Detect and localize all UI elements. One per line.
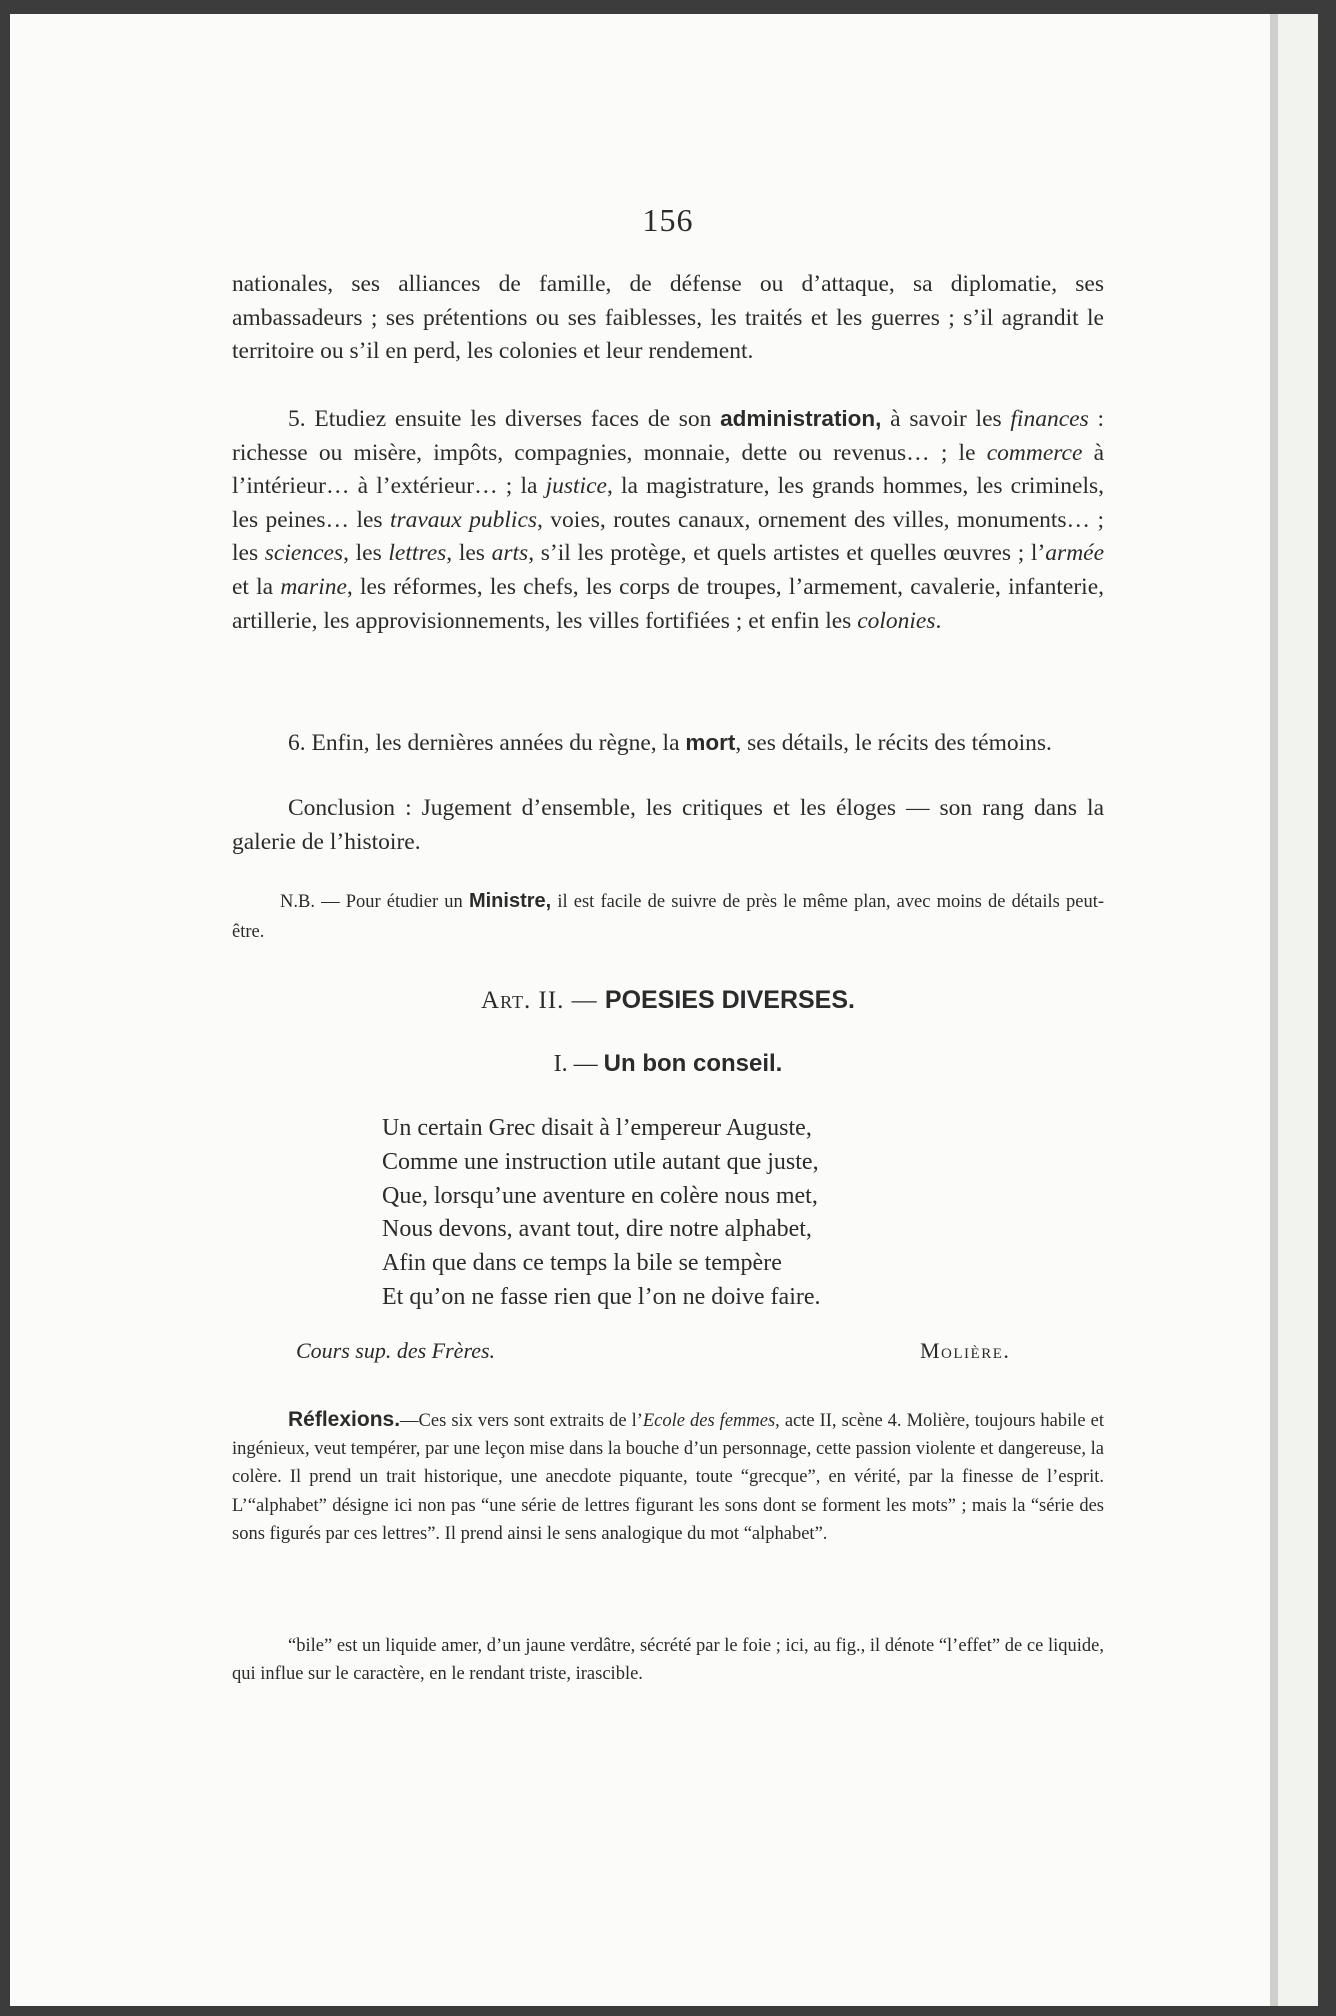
- reflexions-bile-paragraph: “bile” est un liquide amer, d’un jaune verdâtre, sécrété par le foie ; ici, au fig., il dénote “l’effet” de ce liquide, qui influe sur le caractère, en le rendant triste, irascible.: [232, 1636, 1104, 1685]
- paragraph-final-years: 6. Enfin, les dernières années du règne, la mort, ses détails, le récits des témoins.: [288, 730, 1052, 756]
- term-ministre: Ministre,: [468, 890, 552, 912]
- poem-line: Un certain Grec disait à l’empereur Auguste,: [382, 1115, 812, 1141]
- paragraph-diplomacy: nationales, ses alliances de famille, de défense ou d’attaque, sa diplomatie, ses ambassadeurs ; ses prétentions ou ses faiblesses, les traités et les guerres ; s’il agrandit le territoire ou s’il en perd, les colonies et leur rendement.: [232, 271, 1104, 365]
- paragraph-conclusion: Conclusion : Jugement d’ensemble, les critiques et les éloges — son rang dans la galerie de l’histoire.: [232, 795, 1104, 855]
- poem: [382, 1112, 1082, 1315]
- poem-line: Nous devons, avant tout, dire notre alphabet,: [382, 1216, 812, 1243]
- poem-line: Comme une instruction utile autant que juste,: [382, 1148, 819, 1175]
- poem-line: Afin que dans ce temps la bile se tempère: [382, 1250, 782, 1277]
- poem-line: Que, lorsqu’une aventure en colère nous met,: [382, 1182, 818, 1209]
- reflexions-paragraph: Réflexions.—Ces six vers sont extraits de l’Ecole des femmes, acte II, scène 4. Molière, toujours habile et ingénieux, veut tempérer, par une leçon mise dans la bouche d’un personnage, cette passion violente et dangereuse, la colère. Il prend un trait historique, une anecdote piquante, toute “grecque”, en vérité, par la finesse de l’esprit. L’“alphabet” désigne ici non pas “une série de lettres figurant les sons dont se forment les mots” ; mais la “série des sons figurés par ces lettres”. Il prend ainsi le sens analogique du mot “alphabet”.: [232, 1408, 1104, 1544]
- term-administration: administration,: [720, 406, 882, 431]
- page-edge-shadow: [1270, 14, 1278, 2006]
- reflexions-label: Réflexions.: [288, 1408, 401, 1431]
- poem-author: Molière.: [920, 1338, 1011, 1363]
- term-mort: mort: [685, 730, 736, 755]
- page-number: 156: [642, 202, 694, 238]
- paragraph-administration: 5. Etudiez ensuite les diverses faces de son administration, à savoir les finances : richesse ou misère, impôts, compagnies, monnaie, dette ou revenus… ; le commerce à l’intérieur… à l’extérieur… ; la justice, la magistrature, les grands hommes, les criminels, les peines… les travaux publics, voies, routes canaux, ornement des villes, monuments… ; les sciences, les lettres, les arts, s’il les protège, et quels artistes et quelles œuvres ; l’armée et la marine, les réformes, les chefs, les corps de troupes, l’armement, cavalerie, infanterie, artillerie, les approvisionnements, les villes fortifiées ; et enfin les colonies.: [232, 406, 1105, 634]
- book-page: [10, 14, 1270, 2006]
- next-page-edge: [1278, 14, 1318, 2006]
- nb-note: N.B. — Pour étudier un Ministre, il est facile de suivre de près le même plan, avec moins de détails peut-être.: [232, 890, 1105, 942]
- poem-source: Cours sup. des Frères.: [296, 1338, 496, 1363]
- section-heading: Art. II. — POESIES DIVERSES.: [481, 986, 855, 1014]
- subsection-heading: I. — Un bon conseil.: [553, 1050, 783, 1077]
- poem-line: Et qu’on ne fasse rien que l’on ne doive faire.: [382, 1283, 821, 1310]
